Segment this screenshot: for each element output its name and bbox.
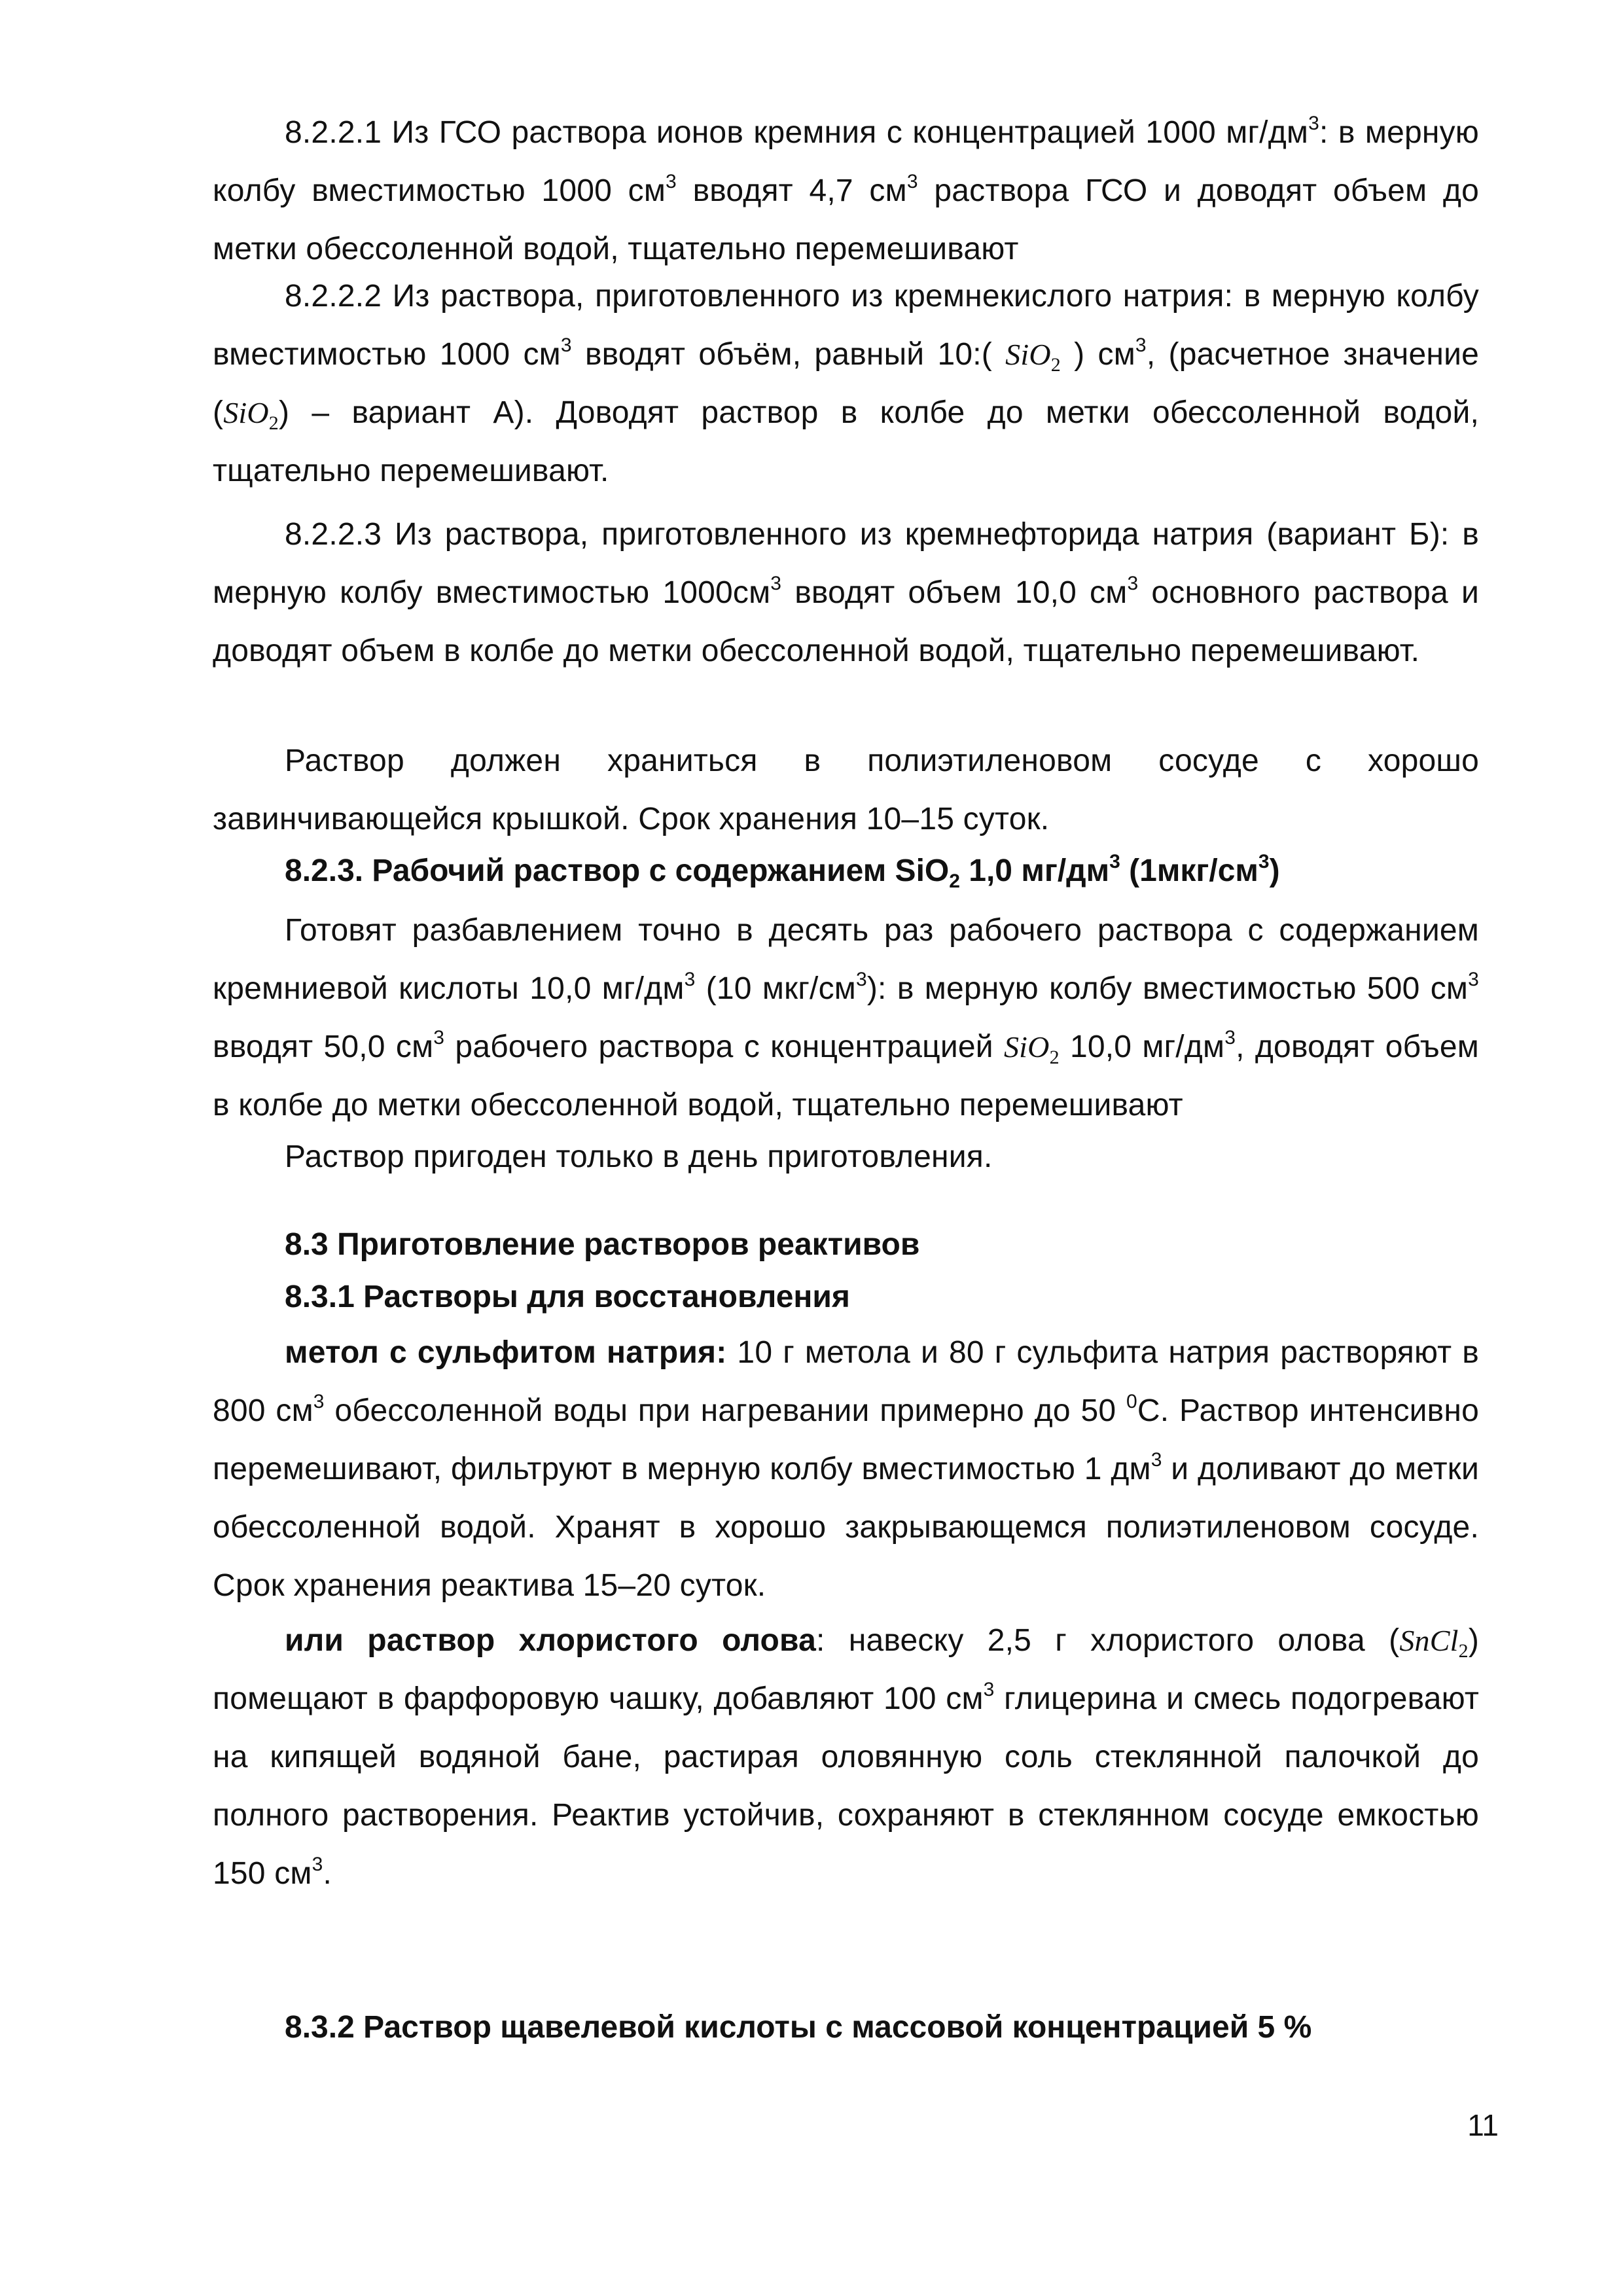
paragraph-valid-one-day: Раствор пригоден только в день приготовления. bbox=[285, 1139, 993, 1174]
paragraph-working-solution: Готовят разбавлением точно в десять раз рабочего раствора с содержанием кремниевой кислоты 10,0 $мг/дм^3$ (10 мкг/$см^3$): в мерную колбу вместимостью 500 $см^3$ вводят 50,0 $см^3$ рабочего раствора с концентрацией SiO$_2$ 10,0 $мг/дм^3$, доводят объем в колбе до метки обессоленной водой, тщательно перемешивают bbox=[213, 913, 1480, 1122]
paragraph-storage: Раствор должен храниться в полиэтиленовом сосуде с хорошо завинчивающейся крышкой. Срок хранения 10–15 суток. bbox=[213, 744, 1479, 836]
paragraph-8-2-2-1: 8.2.2.1 Из ГСО раствора ионов кремния с концентрацией 1000 $мг/дм^3$: в мерную колбу вместимостью 1000 $см^3$ вводят 4,7 $см^3$ раствора ГСО и доводят объем до метки обессоленной водой, тщательно перемешивают bbox=[213, 113, 1480, 266]
formula-sio2: SiO$_2$ bbox=[1005, 338, 1061, 376]
paragraph-8-2-2-2: 8.2.2.2 Из раствора, приготовленного из кремнекислого натрия: в мерную колбу вместимостью 1000 $см^3$ вводят объём, равный 10:( SiO$_2$ ) $см^3$, (расчетное значение (SiO$_2$) – вариант А). Доводят раствор в колбе до метки обессоленной водой, тщательно перемешивают. bbox=[213, 279, 1479, 488]
page-number: 11 bbox=[1467, 2108, 1499, 2142]
heading-8-2-3: 8.2.3. Рабочий раствор с содержанием SiO$_2$ 1,0 $мг/дм^3$ $(1мкг/см^3)$ bbox=[285, 851, 1280, 892]
paragraph-8-2-2-3: 8.2.2.3 Из раствора, приготовленного из кремнефторида натрия (вариант Б): в мерную колбу вместимостью $1000см^3$ вводят объем 10,0 $см^3$ основного раствора и доводят объем в колбе до метки обессоленной водой, тщательно перемешивают. bbox=[213, 517, 1479, 668]
paragraph-tin-chloride: или раствор хлористого олова: навеску 2,5 г хлористого олова (SnCl$_2$) помещают в фарфоровую чашку, добавляют 100 $см^3$ глицерина и смесь подогревают на кипящей водяной бане, растирая оловянную соль стеклянной палочкой до полного растворения. Реактив устойчив, сохраняют в стеклянном сосуде емкостью 150 $см^3$. bbox=[213, 1623, 1479, 1891]
heading-8-3-2: 8.3.2 Раствор щавелевой кислоты с массовой концентрацией 5 % bbox=[285, 2010, 1312, 2045]
formula-sio2: SiO$_2$ bbox=[1003, 1030, 1060, 1068]
document-page bbox=[213, 0, 1479, 2296]
formula-sio2: SiO$_2$ bbox=[223, 396, 279, 434]
heading-8-3-1: 8.3.1 Растворы для восстановления bbox=[285, 1280, 850, 1314]
heading-8-3: 8.3 Приготовление растворов реактивов bbox=[285, 1227, 920, 1262]
formula-sncl2: SnCl$_2$ bbox=[1399, 1624, 1469, 1662]
paragraph-metol-sulfite: метол с сульфитом натрия: 10 г метола и 80 г сульфита натрия растворяют в 800 $см^3$ обессоленной воды при нагревании примерно до 50 $^0$С. Раствор интенсивно перемешивают, фильтруют в мерную колбу вместимостью 1 $дм^3$ и доливают до метки обессоленной водой. Хранят в хорошо закрывающемся полиэтиленовом сосуде. Срок хранения реактива 15–20 суток. bbox=[213, 1335, 1479, 1603]
